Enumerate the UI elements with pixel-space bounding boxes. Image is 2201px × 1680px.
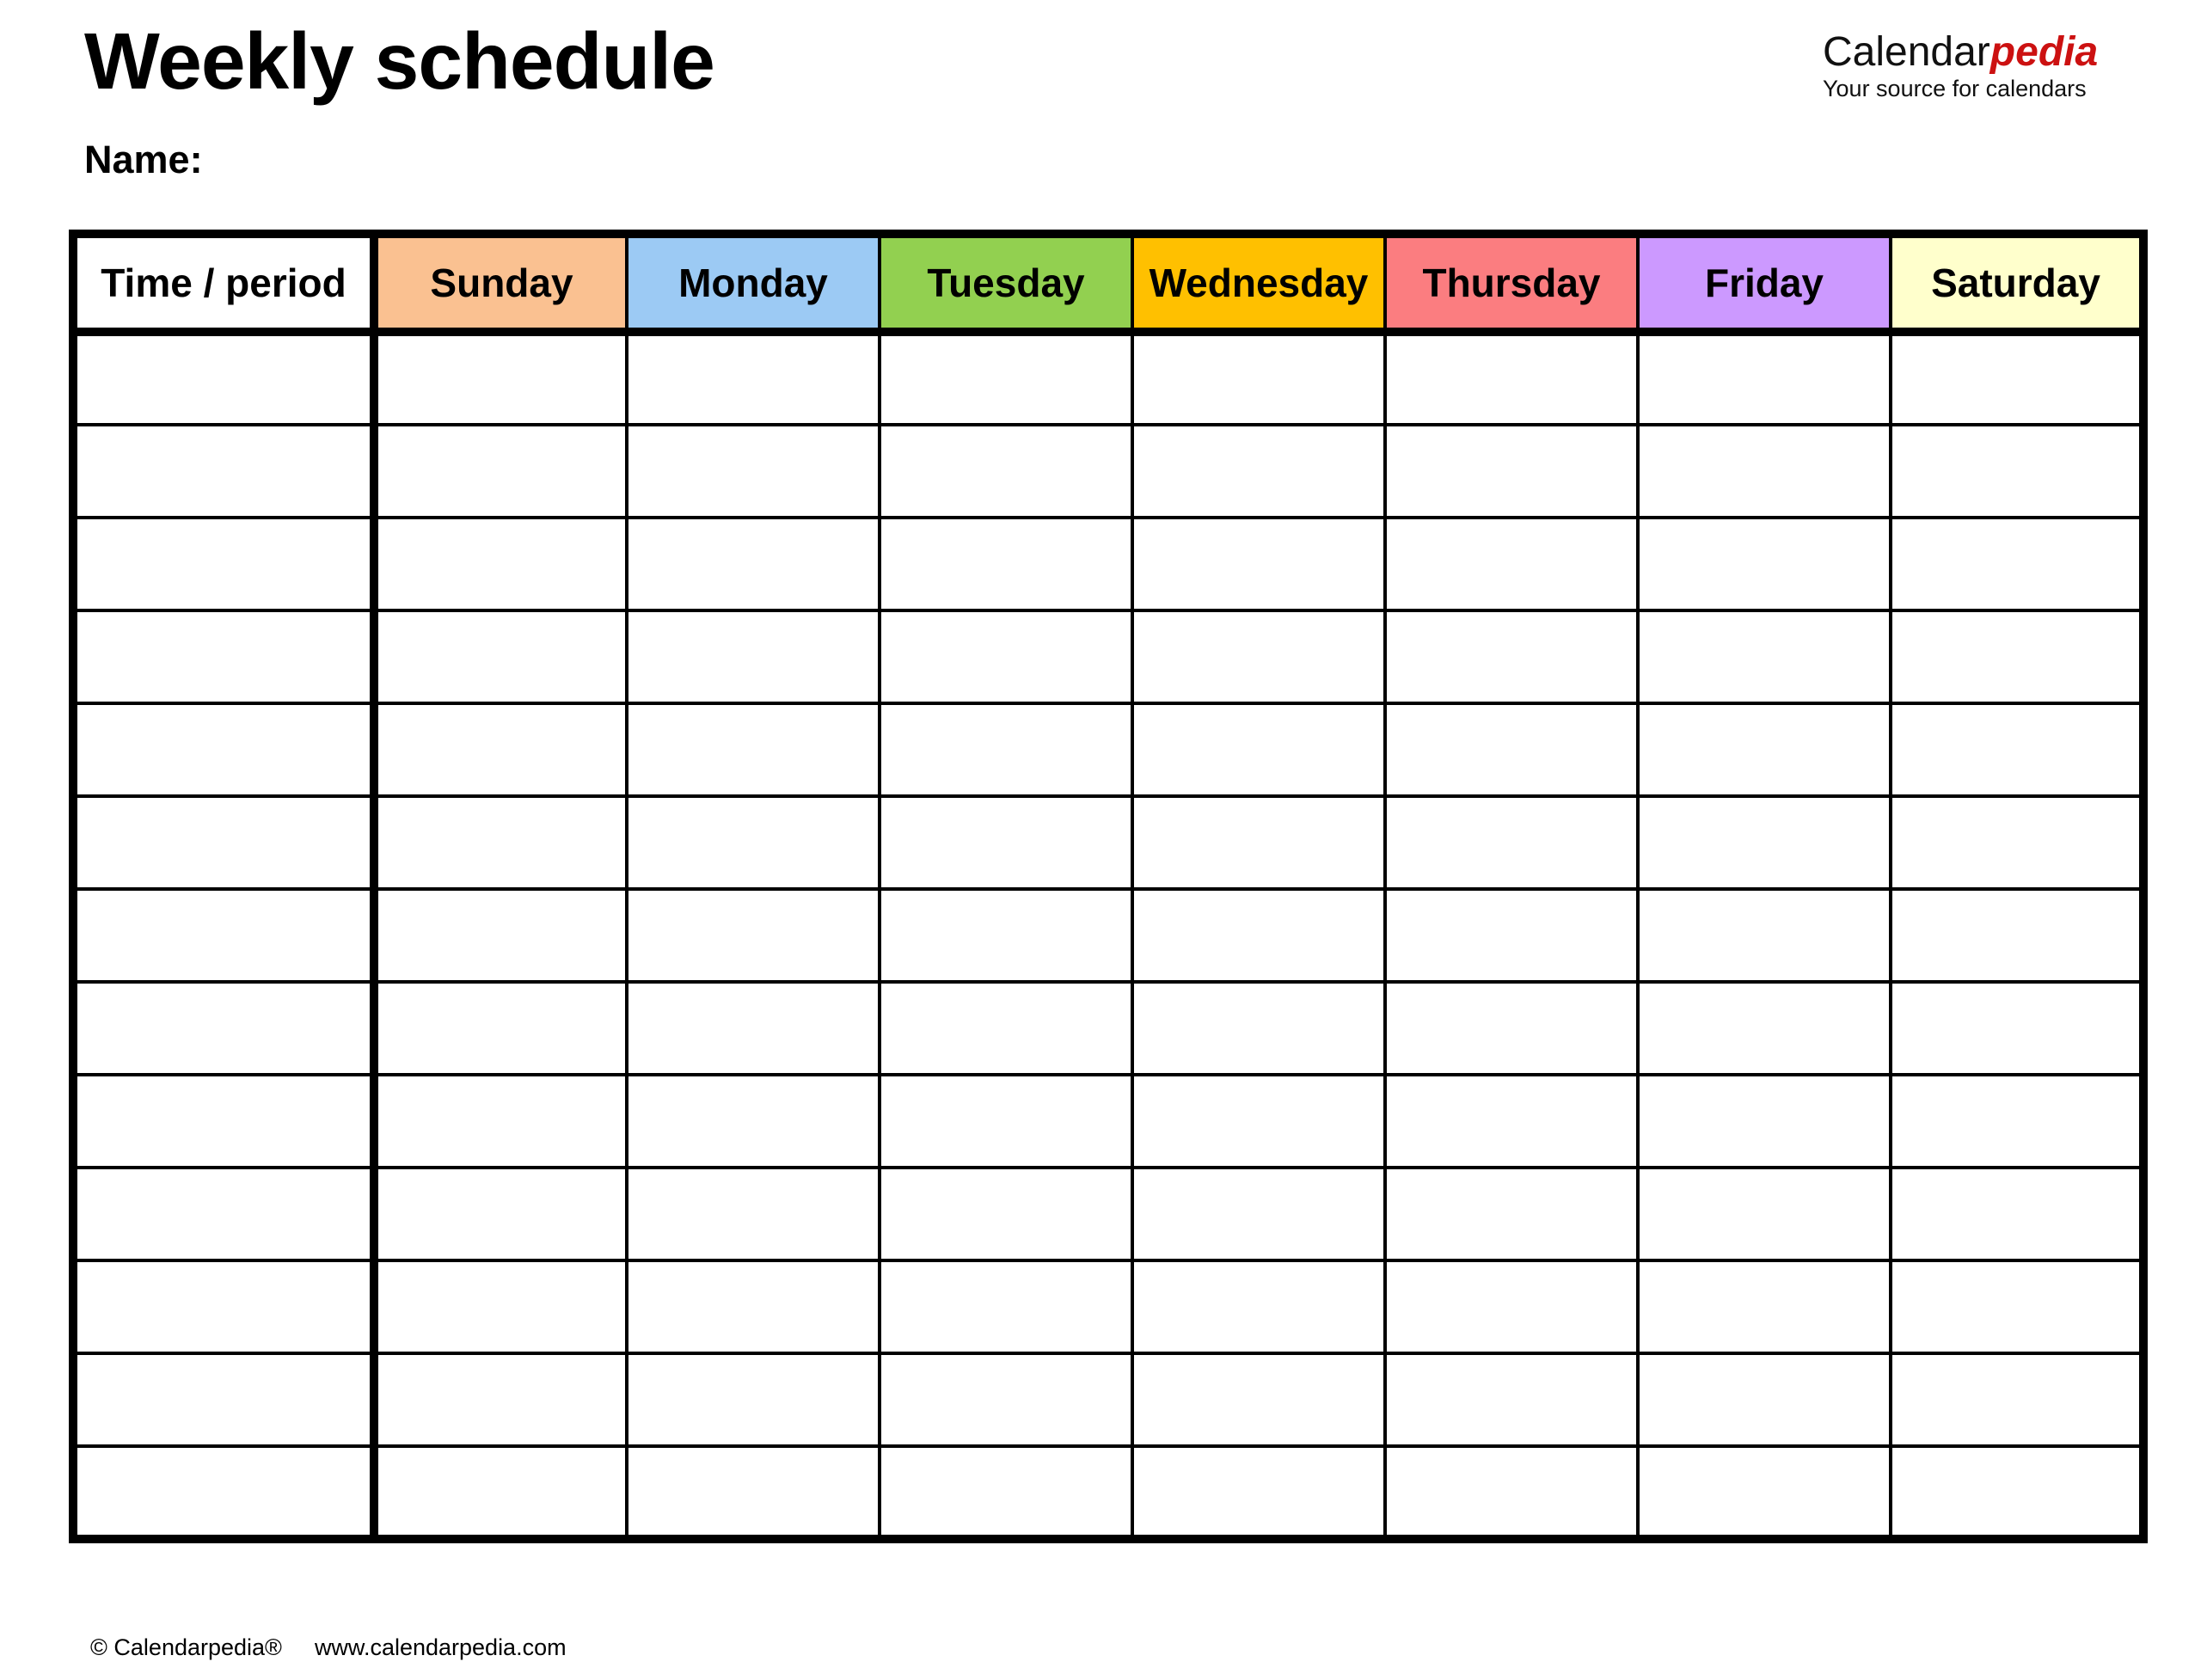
thursday-cell [1385,982,1638,1075]
friday-cell [1638,1260,1891,1353]
time-period-cell [73,332,374,425]
column-header-wednesday: Wednesday [1132,234,1385,332]
schedule-row [73,1168,2143,1260]
schedule-row [73,1446,2143,1539]
saturday-cell [1891,889,2143,982]
tuesday-cell [880,1353,1132,1446]
schedule-row [73,796,2143,889]
saturday-cell [1891,1446,2143,1539]
thursday-cell [1385,1075,1638,1168]
time-period-cell [73,518,374,610]
weekly-schedule-table [69,230,2148,1543]
wednesday-cell [1132,796,1385,889]
sunday-cell [374,1260,627,1353]
thursday-cell [1385,1446,1638,1539]
column-header-monday: Monday [627,234,880,332]
sunday-cell [374,425,627,518]
monday-cell [627,610,880,703]
monday-cell [627,425,880,518]
page-footer [77,1608,567,1661]
tuesday-cell [880,889,1132,982]
thursday-cell [1385,1260,1638,1353]
schedule-row [73,1353,2143,1446]
column-header-tuesday: Tuesday [880,234,1132,332]
thursday-cell [1385,1353,1638,1446]
tuesday-cell [880,332,1132,425]
time-period-cell [73,796,374,889]
time-period-cell [73,889,374,982]
schedule-row [73,703,2143,796]
column-header-saturday: Saturday [1891,234,2143,332]
tuesday-cell [880,796,1132,889]
time-period-cell [73,982,374,1075]
time-period-cell [73,610,374,703]
monday-cell [627,703,880,796]
friday-cell [1638,703,1891,796]
saturday-cell [1891,1353,2143,1446]
sunday-cell [374,889,627,982]
friday-cell [1638,1353,1891,1446]
sunday-cell [374,796,627,889]
wednesday-cell [1132,1353,1385,1446]
tuesday-cell [880,425,1132,518]
schedule-row [73,518,2143,610]
wednesday-cell [1132,1446,1385,1539]
thursday-cell [1385,889,1638,982]
wednesday-cell [1132,332,1385,425]
thursday-cell [1385,1168,1638,1260]
schedule-row [73,610,2143,703]
name-label: Name: [84,138,203,181]
tuesday-cell [880,1168,1132,1260]
monday-cell [627,1075,880,1168]
monday-cell [627,518,880,610]
tuesday-cell [880,982,1132,1075]
monday-cell [627,982,880,1075]
saturday-cell [1891,703,2143,796]
sunday-cell [374,982,627,1075]
friday-cell [1638,1075,1891,1168]
sunday-cell [374,1168,627,1260]
sunday-cell [374,1075,627,1168]
thursday-cell [1385,518,1638,610]
page-title: Weekly schedule [84,16,714,106]
monday-cell [627,1353,880,1446]
schedule-row [73,425,2143,518]
tuesday-cell [880,1075,1132,1168]
friday-cell [1638,425,1891,518]
thursday-cell [1385,332,1638,425]
time-period-cell [73,425,374,518]
calendarpedia-logo [1823,31,2098,101]
friday-cell [1638,889,1891,982]
friday-cell [1638,1168,1891,1260]
wednesday-cell [1132,425,1385,518]
wednesday-cell [1132,1168,1385,1260]
time-period-cell [73,1446,374,1539]
saturday-cell [1891,425,2143,518]
saturday-cell [1891,1075,2143,1168]
sunday-cell [374,1446,627,1539]
saturday-cell [1891,982,2143,1075]
wednesday-cell [1132,610,1385,703]
monday-cell [627,889,880,982]
saturday-cell [1891,332,2143,425]
logo-brand-accent: pedia [1989,29,2099,75]
friday-cell [1638,610,1891,703]
logo-tagline: Your source for calendars [1823,76,2087,102]
time-period-cell [73,1168,374,1260]
thursday-cell [1385,610,1638,703]
saturday-cell [1891,1260,2143,1353]
tuesday-cell [880,703,1132,796]
tuesday-cell [880,1260,1132,1353]
monday-cell [627,332,880,425]
sunday-cell [374,610,627,703]
wednesday-cell [1132,518,1385,610]
saturday-cell [1891,518,2143,610]
wednesday-cell [1132,982,1385,1075]
tuesday-cell [880,610,1132,703]
schedule-row [73,332,2143,425]
time-period-cell [73,1075,374,1168]
friday-cell [1638,332,1891,425]
friday-cell [1638,518,1891,610]
thursday-cell [1385,703,1638,796]
time-period-cell [73,1353,374,1446]
monday-cell [627,1260,880,1353]
time-period-cell [73,1260,374,1353]
thursday-cell [1385,796,1638,889]
time-period-cell [73,703,374,796]
saturday-cell [1891,1168,2143,1260]
monday-cell [627,1446,880,1539]
tuesday-cell [880,1446,1132,1539]
tuesday-cell [880,518,1132,610]
sunday-cell [374,703,627,796]
schedule-row [73,889,2143,982]
saturday-cell [1891,610,2143,703]
logo-brand-prefix: Calendar [1823,29,1990,75]
monday-cell [627,1168,880,1260]
schedule-row [73,1260,2143,1353]
column-header-sunday: Sunday [374,234,627,332]
column-header-thursday: Thursday [1385,234,1638,332]
wednesday-cell [1132,703,1385,796]
schedule-row [73,1075,2143,1168]
saturday-cell [1891,796,2143,889]
sunday-cell [374,518,627,610]
wednesday-cell [1132,1260,1385,1353]
logo-brand [1823,31,2098,74]
wednesday-cell [1132,889,1385,982]
column-header-time-period: Time / period [73,234,374,332]
sunday-cell [374,1353,627,1446]
footer-copyright: © Calendarpedia® [90,1634,282,1660]
footer-website: www.calendarpedia.com [314,1634,567,1660]
schedule-row [73,982,2143,1075]
wednesday-cell [1132,1075,1385,1168]
thursday-cell [1385,425,1638,518]
schedule-header-row [73,234,2143,332]
friday-cell [1638,796,1891,889]
sunday-cell [374,332,627,425]
friday-cell [1638,1446,1891,1539]
column-header-friday: Friday [1638,234,1891,332]
friday-cell [1638,982,1891,1075]
monday-cell [627,796,880,889]
